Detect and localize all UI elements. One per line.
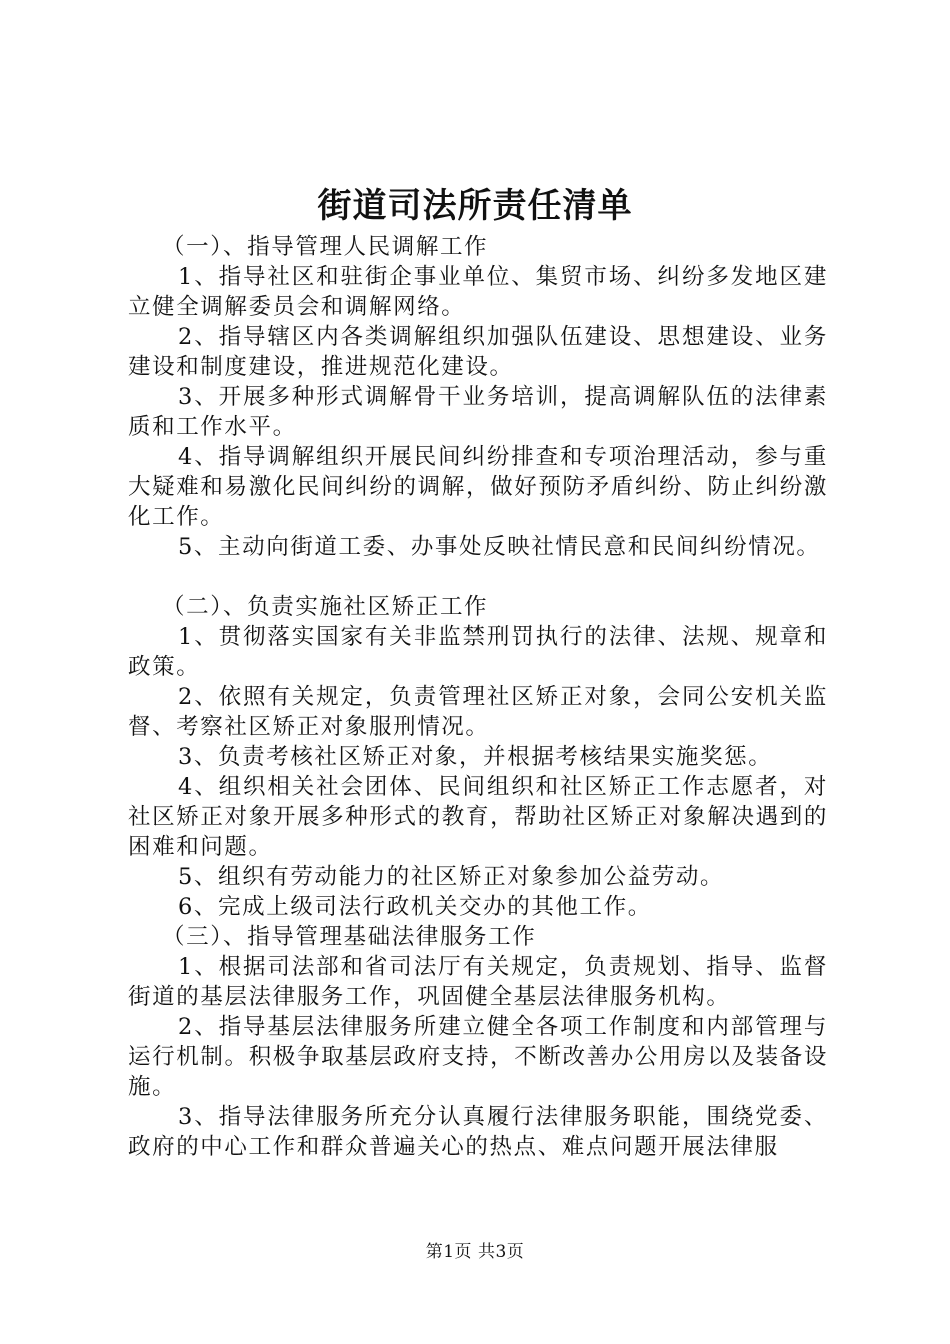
section-heading: （一）、指导管理人民调解工作 <box>162 234 489 260</box>
list-item: 4、指导调解组织开展民间纠纷排查和专项治理活动，参与重大疑难和易激化民间纠纷的调解，做好预防矛盾纠纷、防止纠纷激化工作。 <box>128 444 828 530</box>
list-item: 3、负责考核社区矫正对象，并根据考核结果实施奖惩。 <box>178 744 773 770</box>
blank-line <box>128 562 828 592</box>
list-item: 4、组织相关社会团体、民间组织和社区矫正工作志愿者，对社区矫正对象开展多种形式的教育，帮助社区矫正对象解决遇到的困难和问题。 <box>128 774 828 860</box>
list-item: 3、指导法律服务所充分认真履行法律服务职能，围绕党委、政府的中心工作和群众普遍关心的热点、难点问题开展法律服 <box>128 1104 828 1160</box>
list-item: 5、组织有劳动能力的社区矫正对象参加公益劳动。 <box>178 864 725 890</box>
list-item: 2、依照有关规定，负责管理社区矫正对象，会同公安机关监督、考察社区矫正对象服刑情况。 <box>128 684 828 740</box>
section-1 <box>128 232 828 562</box>
list-item: 5、主动向街道工委、办事处反映社情民意和民间纠纷情况。 <box>178 534 821 560</box>
page-footer: 第1页 共3页 <box>425 1242 525 1262</box>
list-item: 2、指导基层法律服务所建立健全各项工作制度和内部管理与运行机制。积极争取基层政府支持，不断改善办公用房以及装备设施。 <box>128 1014 828 1100</box>
document-title: 街道司法所责任清单 <box>317 186 633 226</box>
list-item: 1、指导社区和驻街企事业单位、集贸市场、纠纷多发地区建立健全调解委员会和调解网络。 <box>128 264 828 320</box>
document-body <box>128 232 828 1162</box>
list-item: 1、贯彻落实国家有关非监禁刑罚执行的法律、法规、规章和政策。 <box>128 624 828 680</box>
list-item: 3、开展多种形式调解骨干业务培训，提高调解队伍的法律素质和工作水平。 <box>128 384 828 440</box>
list-item: 2、指导辖区内各类调解组织加强队伍建设、思想建设、业务建设和制度建设，推进规范化建设。 <box>128 324 828 380</box>
list-item: 1、根据司法部和省司法厅有关规定，负责规划、指导、监督街道的基层法律服务工作，巩固健全基层法律服务机构。 <box>128 954 828 1010</box>
section-heading: （三）、指导管理基础法律服务工作 <box>162 924 537 950</box>
section-2 <box>128 592 828 922</box>
section-3 <box>128 922 828 1162</box>
section-heading: （二）、负责实施社区矫正工作 <box>162 594 489 620</box>
list-item: 6、完成上级司法行政机关交办的其他工作。 <box>178 894 652 920</box>
